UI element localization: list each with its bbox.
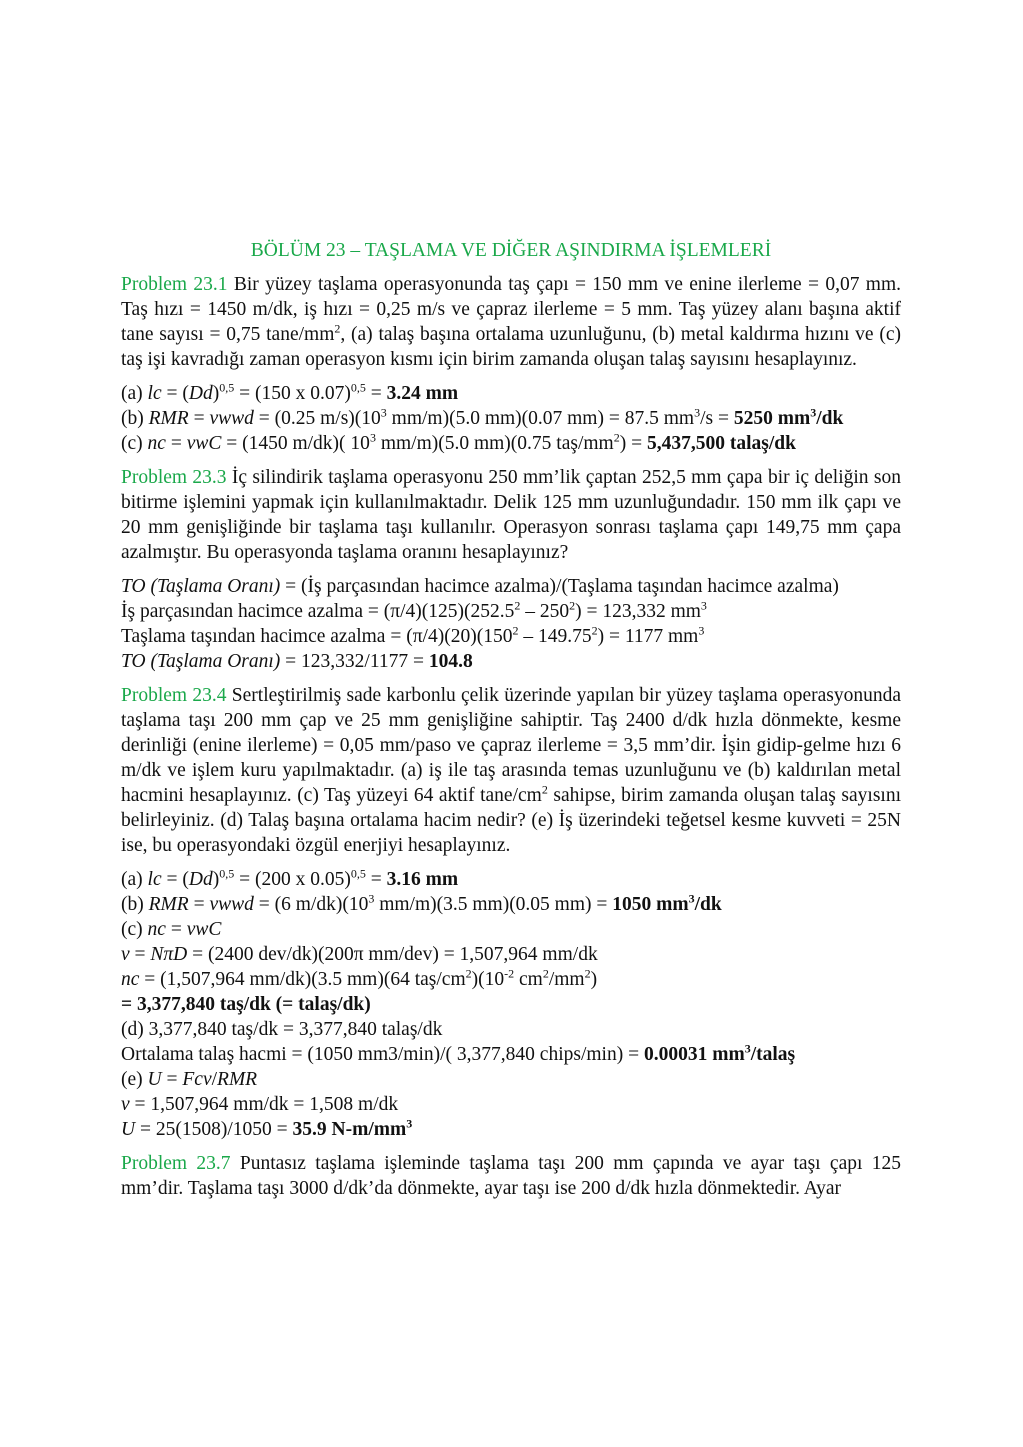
result: = 3,377,840 taş/dk (= talaş/dk) (121, 994, 371, 1015)
problem-23-3-statement: Problem 23.3 İç silindirik taşlama operasyonu 250 mm’lik çaptan 252,5 mm çapa bir iç deliğin son bitirme işlemini yapmak için kullanılmaktadır. Delik 125 mm uzunluğundadır. 150 mm ilk çapı ve 20 mm genişliğinde bir taşlama taşı kullanılır. Operasyon sonrası taşlama çapı 149,75 mm çapa azalmıştır. Bu operasyonda taşlama oranını hesaplayınız? (121, 467, 901, 563)
problem-23-4-statement: Problem 23.4 Sertleştirilmiş sade karbonlu çelik üzerinde yapılan bir yüzey taşlama operasyonunda taşlama taşı 200 mm çap ve 25 mm genişliğine sahiptir. Taş 2400 d/dk hızla dönmekte, kesme derinliği (enine ilerleme) = 0,05 mm/paso ve çapraz ilerleme = 3,5 mm’dir. İşin gidip-gelme hızı 6 m/dk ve işlem kuru yapılmaktadır. (a) iş ile taş arasında temas uzunluğunu ve (b) kaldırılan metal hacmini hesaplayınız. (c) Taş yüzeyi 64 aktif tane/$cm^2$ sahipse, birim zamanda oluşan talaş sayısını belirleyiniz. (d) Talaş başına ortalama hacim nedir? (e) İş üzerindeki teğetsel kesme kuvveti = 25N ise, bu operasyondaki özgül enerjiyi hesaplayınız. (121, 685, 902, 856)
solution-line-4: TO (Taşlama Oranı) = 123,332/1177 = 104.8 (121, 651, 473, 672)
solution-line-3: Taşlama taşından hacimce azalma = $(\pi/4)(20)(150^2 - 149.75^2) = 1177$ $mm^3$ (121, 623, 705, 647)
problem-label: Problem 23.4 (121, 685, 227, 706)
solution-line-d: (d) 3,377,840 taş/dk = 3,377,840 talaş/dk (121, 1019, 443, 1040)
solution-line-b: (b) RMR = vwwd = (6 $m/dk)(10^3$ mm/m)(3.5 mm)(0.05 mm) = 1050 $mm^3/dk$ (121, 891, 722, 915)
solution-line-u: U = 25(1508)/1050 = 35.9 $N-m/mm^3$ (121, 1116, 413, 1140)
document-page (121, 238, 901, 1210)
solution-line-v: v = NπD = (2400 dev/dk)(200π mm/dev) = 1,507,964 mm/dk (121, 944, 598, 965)
solution-line-2: İş parçasından hacimce azalma = $(\pi/4)(125)(252.5^2 - 250^2) = 123,332$ $mm^3$ (121, 598, 707, 622)
result: 35.9 $N-m/mm^3$ (292, 1116, 413, 1140)
result: 104.8 (428, 651, 473, 672)
problem-23-3-solution (121, 574, 901, 674)
problem-23-4-solution (121, 867, 901, 1142)
solution-line-b: (b) RMR = vwwd = (0.25 $m/s)(10^3$ mm/m)(5.0 mm)(0.07 mm) = 87.5 $mm^3/s = 5250$ $mm^3/dk$ (121, 405, 844, 429)
result: 3.16 mm (386, 869, 459, 890)
problem-label: Problem 23.7 (121, 1153, 231, 1174)
result: 0.00031 $mm^3$/talaş (643, 1041, 796, 1065)
chapter-title: BÖLÜM 23 – TAŞLAMA VE DİĞER AŞINDIRMA İŞLEMLERİ (250, 240, 772, 261)
solution-line-average-volume: Ortalama talaş hacmi = (1050 mm3/min)/( 3,377,840 chips/min) = 0.00031 $mm^3$/talaş (121, 1041, 796, 1065)
solution-line-nc-result (121, 992, 901, 1017)
result: 5250 $mm^3/dk$ (733, 405, 844, 429)
problem-23-1-solution (121, 381, 901, 456)
solution-line-1: TO (Taşlama Oranı) = (İş parçasından hacimce azalma)/(Taşlama taşından hacimce azalma) (121, 576, 839, 597)
solution-line-c: (c) nc = vwC (121, 919, 222, 940)
problem-label: Problem 23.1 (121, 274, 228, 295)
result: 5,437,500 talaş/dk (646, 433, 796, 454)
result: 3.24 mm (386, 383, 459, 404)
problem-23-1-statement: Problem 23.1 Bir yüzey taşlama operasyonunda taş çapı = 150 mm ve enine ilerleme = 0,07 mm. Taş hızı = 1450 m/dk, iş hızı = 0,25 m/s ve çapraz ilerleme = 5 mm. Taş yüzey alanı başına aktif tane sayısı = 0,75 tane/$mm^2$, (a) talaş başına ortalama uzunluğunu, (b) metal kaldırma hızını ve (c) taş işi kavradığı zaman operasyon kısmı için birim zamanda oluşan talaş sayısını hesaplayınız. (121, 274, 901, 370)
solution-line-a: (a) lc = $(Dd)^{0,5} = (200$ x 0.05)$^{0,5}$ = 3.16 mm (121, 866, 459, 890)
solution-line-e: (e) U = Fcv/RMR (121, 1069, 258, 1090)
solution-line-v2: v = 1,507,964 mm/dk = 1,508 m/dk (121, 1094, 399, 1115)
solution-line-nc: nc = (1,507,964 mm/dk)(3.5 mm)(64 taş/$cm^2)(10^{-2}$ $cm^2/mm^2$) (121, 966, 598, 990)
solution-line-c: (c) nc = vwC = (1450 m/dk)( $10^3$ mm/m)(5.0 mm)(0.75 taş/$mm^2) = 5,437,500$ talaş/dk (121, 430, 796, 454)
solution-line-a: (a) lc = $(Dd)^{0,5} = (150$ x 0.07)$^{0,5}$ = 3.24 mm (121, 380, 459, 404)
problem-label: Problem 23.3 (121, 467, 227, 488)
problem-23-7-statement: Problem 23.7 Puntasız taşlama işleminde taşlama taşı 200 mm çapında ve ayar taşı çapı 125 mm’dir. Taşlama taşı 3000 d/dk’da dönmekte, ayar taşı ise 200 d/dk hızla dönmektedir. Ayar (121, 1153, 901, 1199)
result: 1050 $mm^3/dk$ (612, 891, 722, 915)
